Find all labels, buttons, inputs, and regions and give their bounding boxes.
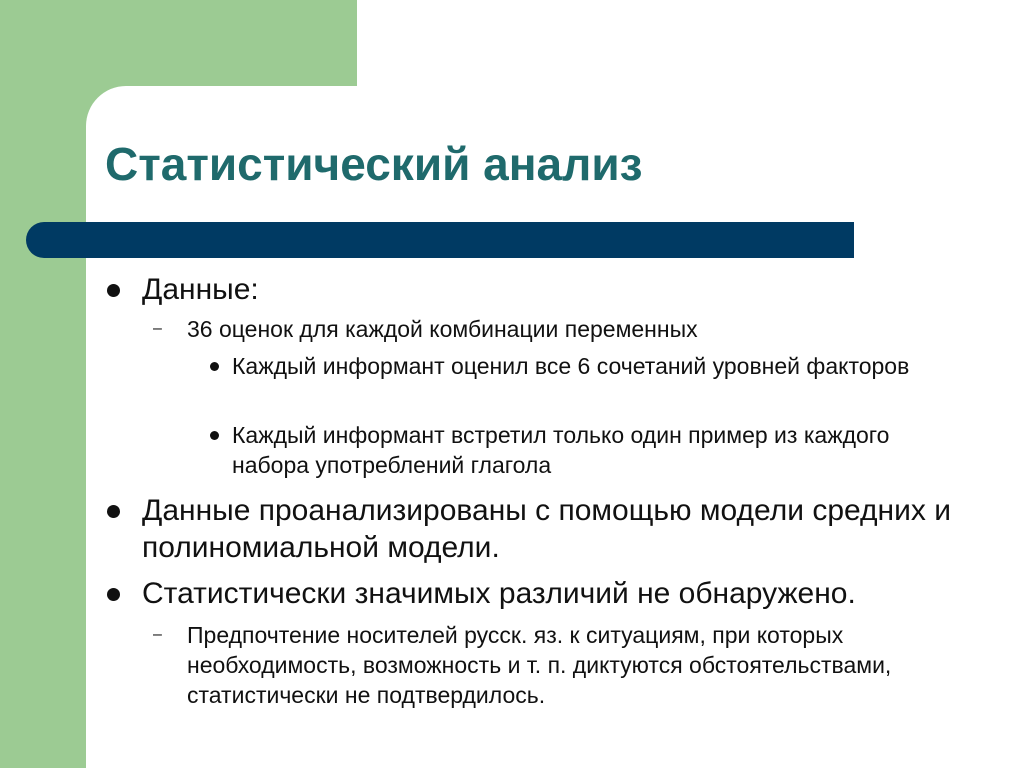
sub-bullet-ratings-count: 36 оценок для каждой комбинации переменных <box>187 316 698 342</box>
bullet-no-significant-differences: Статистически значимых различий не обнаружено. <box>142 577 856 610</box>
sub-sub-bullet-informant-combinations: Каждый информант оценил все 6 сочетаний уровней факторов <box>232 353 910 379</box>
sub-bullet-preference-not-confirmed: Предпочтение носителей русск. яз. к ситуациям, при которых необходимость, возможность и т. п. диктуются обстоятельствами, статистически не подтвердилось. <box>187 622 892 708</box>
bullet-icon <box>107 284 120 297</box>
dash-marker: – <box>153 320 162 337</box>
bullet-icon <box>107 588 120 601</box>
bullet-icon <box>210 431 219 440</box>
bullet-icon <box>210 362 219 371</box>
bullet-data-analyzed: Данные проанализированы с помощью модели средних и полиномиальной модели. <box>142 494 951 564</box>
bullet-data-label: Данные: <box>142 273 259 306</box>
bullet-icon <box>107 505 120 518</box>
sub-sub-bullet-informant-examples: Каждый информант встретил только один пример из каждого набора употреблений глагола <box>232 422 890 478</box>
dash-marker: – <box>153 626 162 643</box>
slide-title: Статистический анализ <box>105 138 643 190</box>
